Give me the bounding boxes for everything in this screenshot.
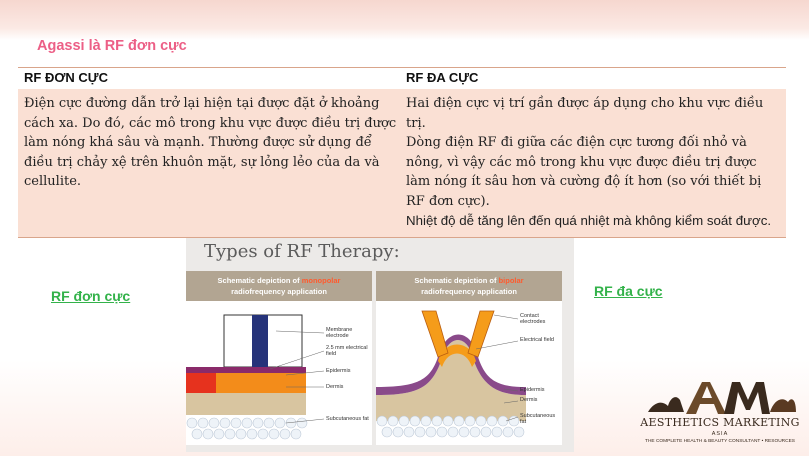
figure-title: Types of RF Therapy:	[204, 241, 400, 262]
monopolar-link[interactable]: RF đơn cực	[51, 288, 131, 304]
monopolar-description: Điện cực đường dẫn trở lại hiện tại được đặt ở khoảng cách xa. Do đó, các mô trong khu vực được điều trị được làm nóng khá sâu và mạnh. Thường được sử dụng để điều trị chảy xệ trên khuôn mặt, sự lỏng lẻo của da và cellulite.	[24, 96, 397, 189]
header-bipolar: RF ĐA CỰC	[406, 70, 479, 85]
bi-label-dermis: Dermis	[520, 397, 538, 403]
table-body-row	[18, 89, 786, 238]
mono-label-field: 2.5 mm electrical field	[326, 345, 368, 357]
bipolar-link[interactable]: RF đa cực	[594, 283, 663, 299]
mono-label-fat: Subcutaneous fat	[326, 416, 369, 422]
monopolar-panel-header: Schematic depiction of monopolar radiofrequency application	[186, 271, 372, 301]
bi-label-field: Electrical field	[520, 337, 554, 343]
logo-region-text: ASIA	[711, 431, 729, 437]
aesthetics-marketing-logo	[640, 376, 800, 454]
bipolar-line-2: Dòng điện RF đi giữa các điện cực tương đối nhỏ và nông, vì vậy các mô trong khu vực được điều trị được làm nóng ít sâu hơn và cường độ ít hơn (so với thiết bị RF đơn cực).	[406, 135, 762, 209]
slide-title: Agassi là RF đơn cực	[37, 38, 187, 54]
bi-label-fat: Subcutaneous fat	[520, 413, 556, 425]
header-monopolar: RF ĐƠN CỰC	[24, 70, 108, 85]
mono-label-membrane: Membrane electrode	[326, 327, 353, 339]
bi-label-epidermis: Epidermis	[520, 387, 545, 393]
bipolar-panel-header: Schematic depiction of bipolar radiofrequency application	[376, 271, 562, 301]
bipolar-description	[406, 94, 778, 231]
monopolar-panel	[186, 271, 372, 445]
logo-figures-icon	[640, 376, 800, 416]
rf-therapy-figure	[186, 238, 574, 452]
logo-main-text: AESTHETICS MARKETING	[640, 416, 800, 429]
bipolar-line-3: Nhiệt độ dễ tăng lên đến quá nhiệt mà không kiểm soát được.	[406, 213, 772, 228]
bi-label-electrodes: Contact electrodes	[520, 313, 546, 325]
bipolar-panel	[376, 271, 562, 445]
bipolar-line-1: Hai điện cực vị trí gần được áp dụng cho khu vực điều trị.	[406, 96, 764, 131]
mono-label-epidermis: Epidermis	[326, 368, 351, 374]
logo-tagline: THE COMPLETE HEALTH & BEAUTY CONSULTANT • RESOURCES	[645, 439, 795, 444]
mono-label-dermis: Dermis	[326, 384, 344, 390]
table-header-row	[18, 67, 786, 91]
